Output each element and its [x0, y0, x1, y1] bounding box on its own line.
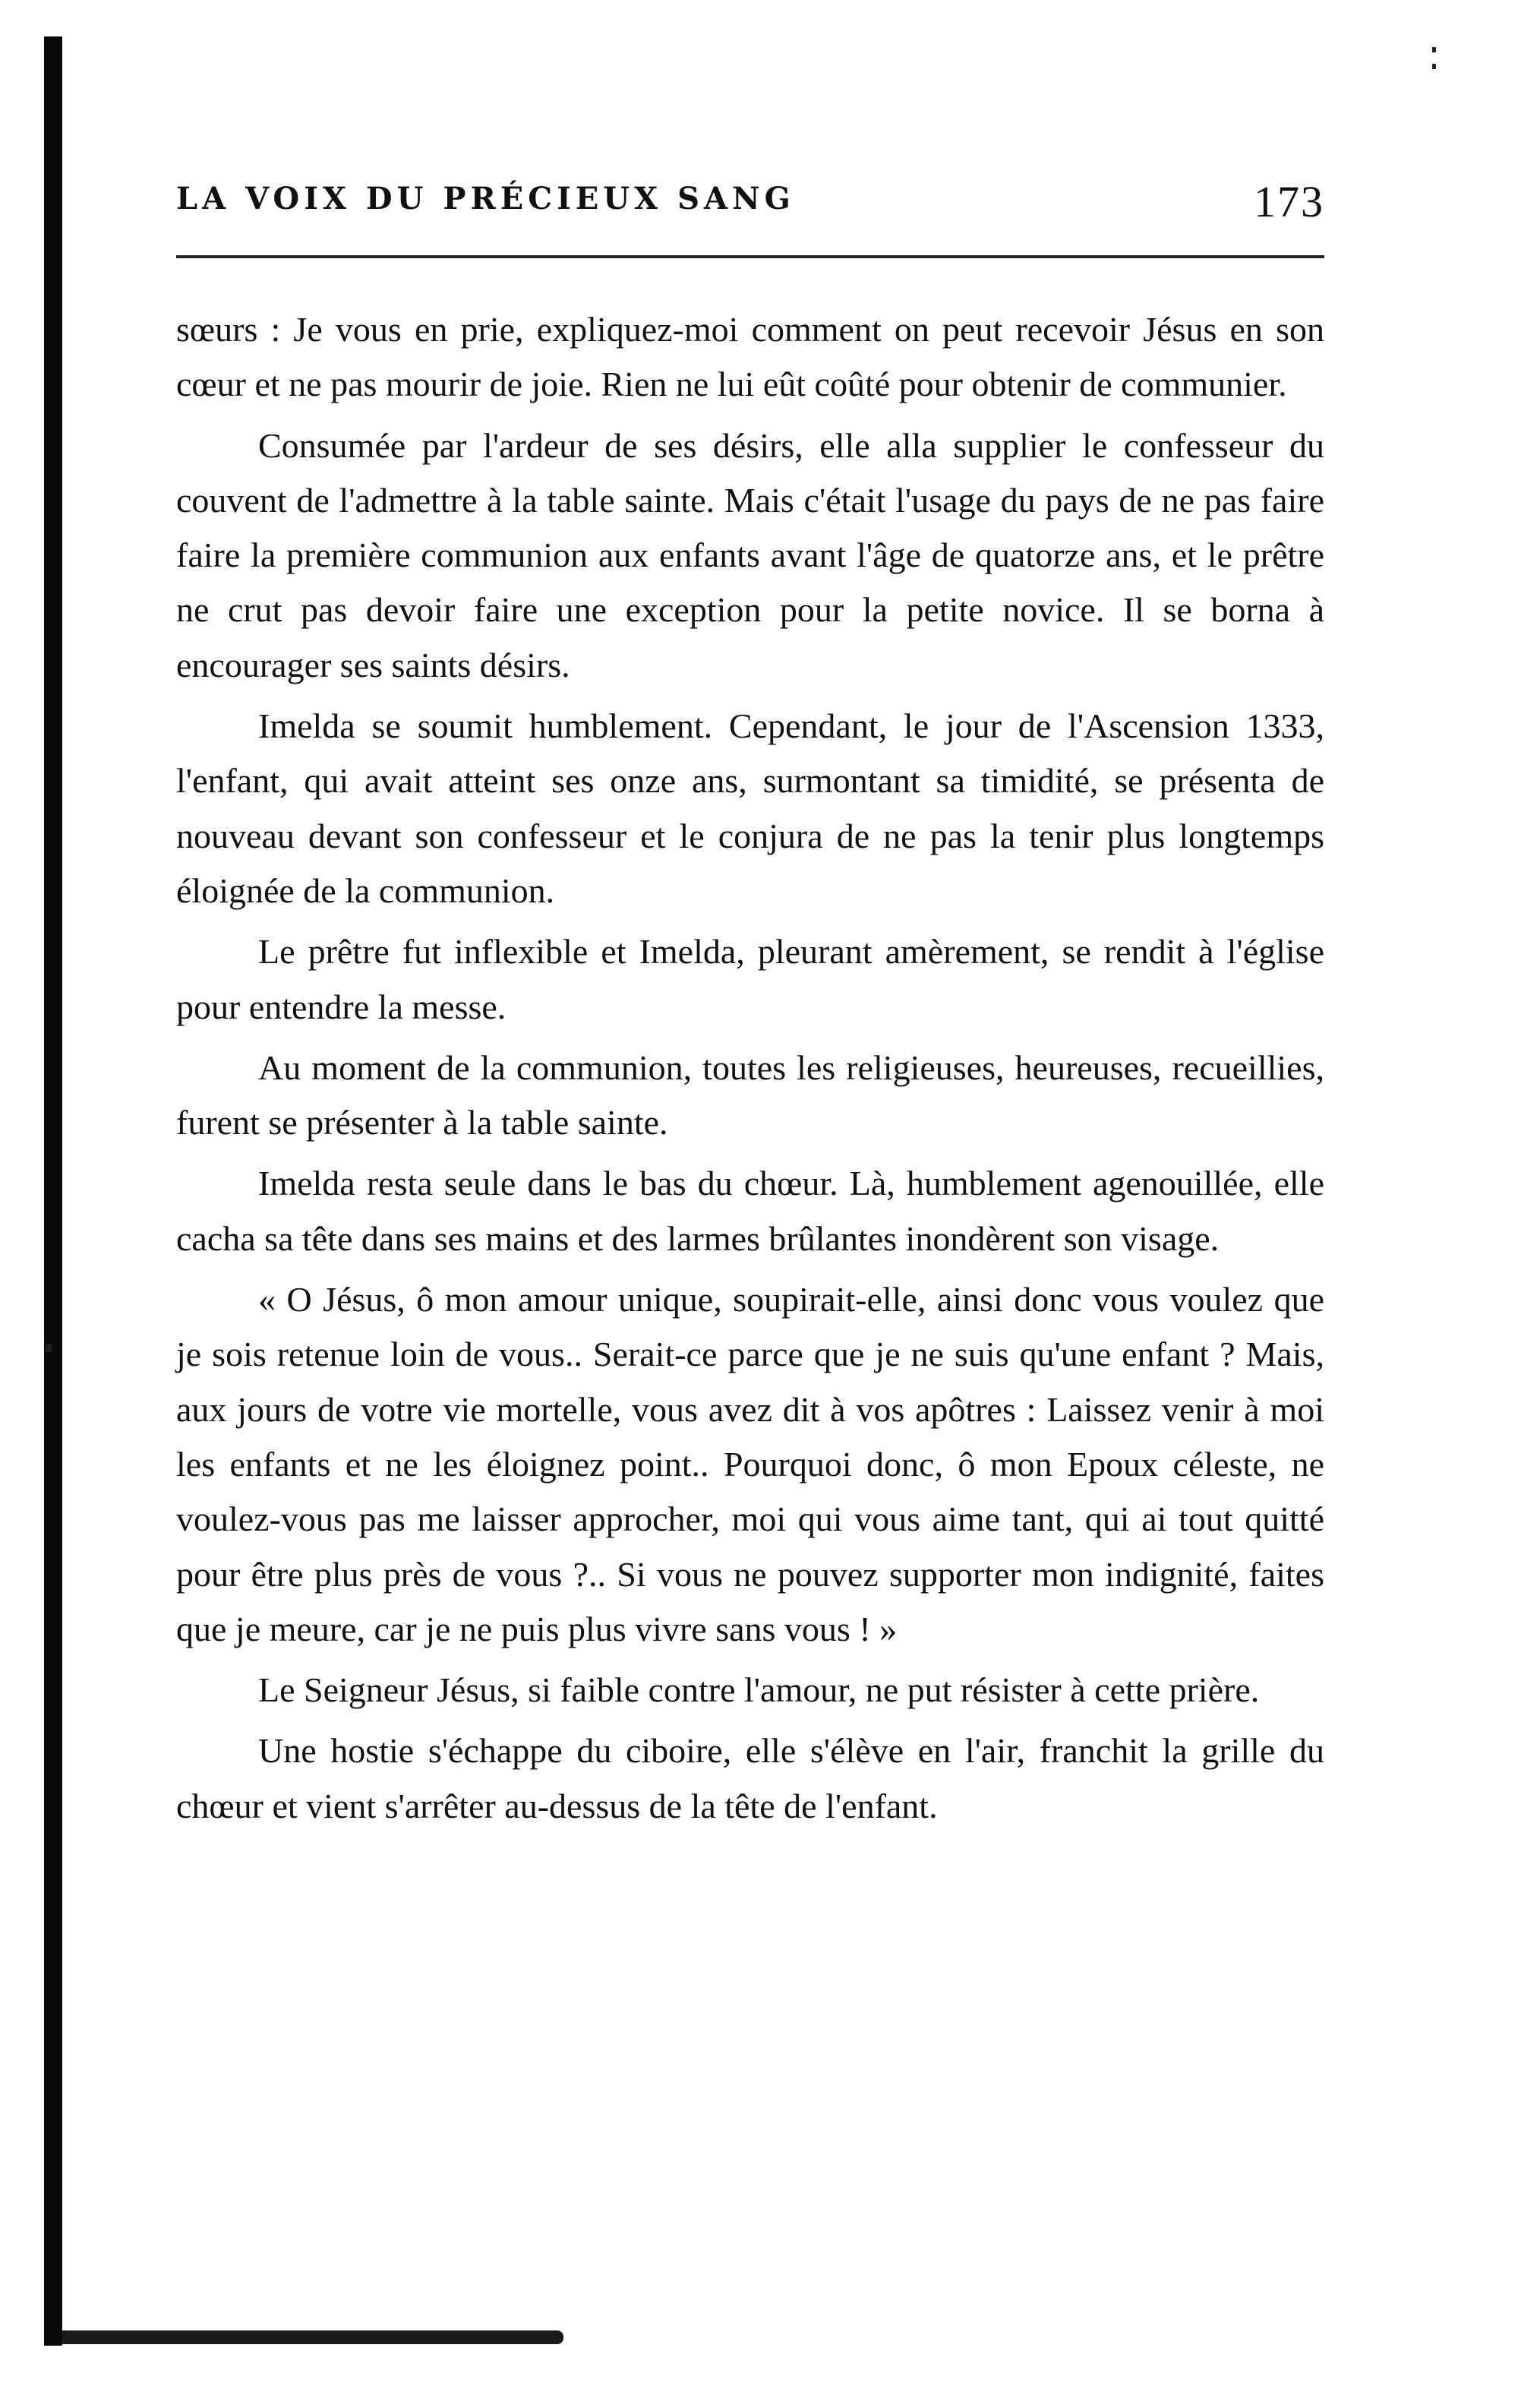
scan-speck: [46, 1345, 52, 1352]
paragraph: sœurs : Je vous en prie, expliquez-moi comment on peut recevoir Jésus en son cœur et ne pas mourir de joie. Rien ne lui eût coûté pour obtenir de communier.: [176, 310, 1324, 404]
paragraph: Imelda resta seule dans le bas du chœur. Là, humblement agenouillée, elle cacha sa tête dans ses mains et des larmes brûlantes inondèrent son visage.: [176, 1164, 1324, 1258]
scan-speck: [1432, 47, 1436, 52]
paragraph: Consumée par l'ardeur de ses désirs, elle alla supplier le confesseur du couvent de l'admettre à la table sainte. Mais c'était l'usage du pays de ne pas faire faire la première communion aux enfants avant l'âge de quatorze ans, et le prêtre ne crut pas devoir faire une exception pour la petite novice. Il se borna à encourager ses saints désirs.: [176, 425, 1324, 684]
paragraph: « O Jésus, ô mon amour unique, soupirait-elle, ainsi donc vous voulez que je sois retenue loin de vous.. Serait-ce parce que je ne suis qu'une enfant ? Mais, aux jours de votre vie mortelle, vous avez dit à vos apôtres : Laissez venir à moi les enfants et ne les éloignez point.. Pourquoi donc, ô mon Epoux céleste, ne voulez-vous pas me laisser approcher, moi qui vous aime tant, qui ai tout quitté pour être plus près de vous ?.. Si vous ne pouvez supporter mon indignité, faites que je meure, car je ne puis plus vivre sans vous ! »: [176, 1280, 1324, 1648]
page-header: [176, 176, 1324, 229]
paragraph: Au moment de la communion, toutes les religieuses, heureuses, recueillies, furent se présenter à la table sainte.: [176, 1047, 1324, 1142]
paragraph: Le Seigneur Jésus, si faible contre l'amour, ne put résister à cette prière.: [258, 1670, 1260, 1710]
scan-speck: [1432, 64, 1436, 69]
paragraph: Une hostie s'échappe du ciboire, elle s'élève en l'air, franchit la grille du chœur et vient s'arrêter au-dessus de la tête de l'enfant.: [176, 1731, 1324, 1825]
body-text: [176, 302, 1324, 1840]
page-number: 173: [1254, 177, 1324, 226]
header-rule: [176, 255, 1324, 258]
scan-shadow-foot: [62, 2330, 563, 2344]
scan-shadow-edge: [44, 36, 62, 2346]
paragraph: Le prêtre fut inflexible et Imelda, pleurant amèrement, se rendit à l'église pour entendre la messe.: [176, 932, 1324, 1026]
running-title: LA VOIX DU PRÉCIEUX SANG: [176, 181, 795, 216]
paragraph: Imelda se soumit humblement. Cependant, le jour de l'Ascension 1333, l'enfant, qui avait atteint ses onze ans, surmontant sa timidité, se présenta de nouveau devant son confesseur et le conjura de ne pas la tenir plus longtemps éloignée de la communion.: [176, 706, 1324, 910]
